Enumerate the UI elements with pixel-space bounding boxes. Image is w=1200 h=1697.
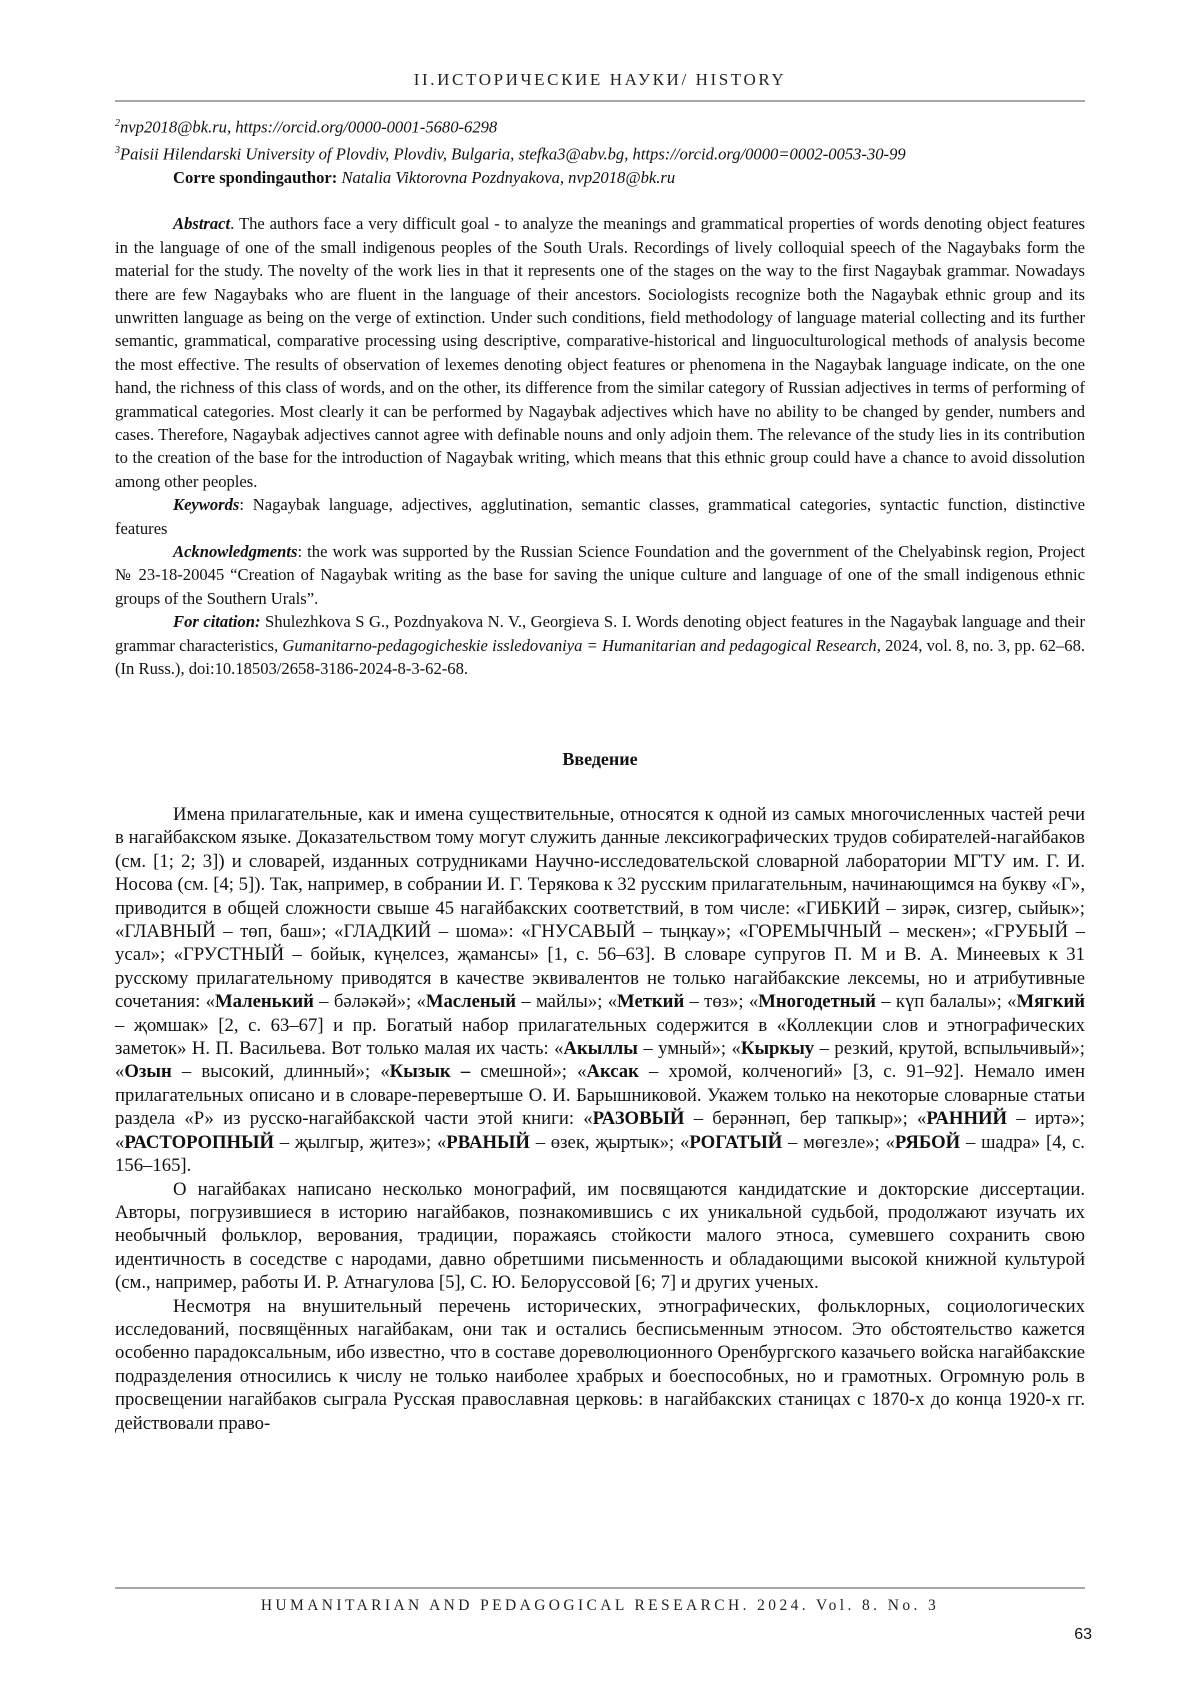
- body-text: [115, 803, 1085, 1435]
- acknowledgments-label: Acknowledgments: [173, 541, 298, 561]
- paragraph-1-text: смешной»; «: [470, 1061, 587, 1083]
- paragraph-2: О нагайбаках написано несколько монографий, им посвящаются кандидатские и докторские диссертации. Авторы, погрузившиеся в историю нагайбаков, познакомившись с их уникальной судьбой, продолжают изучать их необычный фольклор, верования, традиции, поражаясь стойкости малого этноса, сумевшего сохранить свою идентичность в соседстве с народами, давно обретшими письменность и обладающими высокой книжной культурой (см., например, работы И. Р. Атнагулова [5], С. Ю. Белоруссовой [6; 7] и других ученых.: [115, 1178, 1085, 1294]
- paragraph-1-text: – хромой, колченогий» [3, с. 91–92]. Немало имен прилагательных описано и в словаре-перевертыше О. И. Барышниковой. Укажем только на некоторые словарные статьи раздела «Р» из русско-нагайбакской части этой книги: «: [115, 1061, 1085, 1130]
- headword: Акыллы: [563, 1038, 638, 1060]
- header-rule: [115, 100, 1085, 102]
- keywords-label: Keywords: [173, 495, 240, 515]
- headword: Озын: [124, 1061, 172, 1083]
- acknowledgments-text: : the work was supported by the Russian Science Foundation and the government of the Chelyabinsk region, Project № 23-18-20045 “Creation of Nagaybak writing as the base for saving the unique culture and language of one of the small indigenous ethnic groups of the Southern Urals”.: [115, 541, 1085, 608]
- affiliation-2-text: nvp2018@bk.ru, https://orcid.org/0000-0001-5680-6298: [120, 117, 498, 137]
- running-header: II.ИСТОРИЧЕСКИЕ НАУКИ/ HISTORY: [413, 70, 787, 89]
- keywords: [115, 493, 1085, 540]
- paragraph-1-text: – җылгыр, җитез»; «: [273, 1131, 447, 1153]
- affiliation-2-mark: 2: [115, 118, 120, 129]
- headword: Маленький: [214, 991, 314, 1013]
- citation-label: For citation:: [173, 612, 261, 632]
- paragraph-1-text: – иртә»; «: [115, 1108, 1085, 1153]
- headword: РАЗОВЫЙ: [592, 1108, 685, 1130]
- paragraph-3: Несмотря на внушительный перечень исторических, этнографических, фольклорных, социологических исследований, посвящённых нагайбакам, они так и остались бесписьменным этносом. Это обстоятельство кажется особенно парадоксальным, ибо известно, что в составе дореволюционного Оренбургского казачьего войска нагайбакские подразделения относились к числу не только наиболее храбрых и боеспособных, но и грамотных. Огромную роль в просвещении нагайбаков сыграла Русская православная церковь: в нагайбакских станицах с 1870-х до конца 1920-х гг. действовали право-: [115, 1295, 1085, 1434]
- paragraph-1-text: – мөгезле»; «: [782, 1131, 895, 1153]
- paragraph-1-text: – берәннәп, бер тапкыр»; «: [684, 1108, 927, 1130]
- corresponding-author: [115, 166, 1085, 189]
- paragraph-1-text: – җомшак» [2, с. 63–67] и пр. Богатый набор прилагательных содержится в «Коллекции слов и этнографических заметок» Н. П. Васильева. Вот только малая их часть: «: [115, 1014, 1085, 1060]
- citation-text-2: , 2024, vol. 8, no. 3, pp. 62–68. (In Russ.), doi:10.18503/2658-3186-2024-8-3-62-68.: [115, 635, 1086, 678]
- paragraph-1-text: – өзек, җыртык»; «: [529, 1131, 690, 1153]
- abstract: [115, 212, 1085, 493]
- paragraph-1-text: – күп балалы»; «: [875, 991, 1017, 1013]
- headword: Кыркыу: [740, 1038, 815, 1060]
- headword: Аксак: [586, 1061, 639, 1083]
- paragraph-1-text: – майлы»; «: [516, 991, 618, 1013]
- abstract-block: [115, 212, 1085, 680]
- section-heading-wrap: [115, 748, 1085, 771]
- citation-journal: Gumanitarno-pedagogicheskie issledovaniya = Humanitarian and pedagogical Research: [282, 635, 877, 655]
- headword: Многодетный: [758, 991, 876, 1013]
- headword: Кызык –: [389, 1061, 471, 1083]
- running-footer: HUMANITARIAN AND PEDAGOGICAL RESEARCH. 2024. Vol. 8. No. 3: [260, 1597, 940, 1614]
- affiliation-3-text: Paisii Hilendarski University of Plovdiv, Plovdiv, Bulgaria, stefka3@abv.bg, https://orcid.org/0000=0002-0053-30-99: [120, 144, 906, 164]
- paragraph-1-text: – умный»; «: [637, 1038, 741, 1060]
- headword: РЯБОЙ: [894, 1131, 961, 1153]
- headword: Меткий: [617, 991, 685, 1013]
- affiliation-2: [115, 112, 1085, 139]
- headword: Мягкий: [1016, 991, 1085, 1013]
- affiliation-3-mark: 3: [115, 144, 120, 156]
- headword: РАСТОРОПНЫЙ: [124, 1131, 274, 1153]
- affiliation-3: [115, 139, 1085, 166]
- corresponding-author-label: Corre spondingauthor:: [173, 167, 338, 187]
- citation-text-1: Shulezhkova S G., Pozdnyakova N. V., Georgieva S. I. Words denoting object features in the Nagaybak language and their grammar characteristics,: [115, 612, 1085, 655]
- citation: [115, 610, 1085, 680]
- abstract-label: Abstract: [173, 214, 231, 234]
- headword: Масленый: [425, 991, 517, 1013]
- front-matter: [115, 112, 1085, 680]
- paragraph-1-text: – резкий, крутой, вспыльчивый»; «: [115, 1038, 1085, 1083]
- paragraph-1: [115, 803, 1085, 1178]
- keywords-text: : Nagaybak language, adjectives, agglutination, semantic classes, grammatical categories, syntactic function, distinctive features: [115, 495, 1085, 538]
- footer-rule: [115, 1587, 1085, 1589]
- section-title: Введение: [562, 749, 638, 769]
- paragraph-1-text: – высокий, длинный»; «: [171, 1061, 390, 1083]
- page-number: 63: [1074, 1626, 1092, 1643]
- headword: РАННИЙ: [926, 1108, 1008, 1130]
- abstract-text: . The authors face a very difficult goal - to analyze the meanings and grammatical properties of words denoting object features in the language of one of the small indigenous peoples of the South Urals. Recordings of lively colloquial speech of the Nagaybaks form the material for the study. The novelty of the work lies in that it represents one of the stages on the way to the first Nagaybak grammar. Nowadays there are few Nagaybaks who are fluent in the language of their ancestors. Sociologists recognize both the Nagaybak ethnic group and its unwritten language as being on the verge of extinction. Under such conditions, field methodology of language material collecting and its further semantic, grammatical, comparative processing using descriptive, comparative-historical and linguoculturological methods of analysis become the most effective. The results of observation of lexemes denoting object features or phenomena in the Nagaybak language indicate, on the one hand, the richness of this class of words, and on the other, its difference from the similar category of Russian adjectives in terms of performing of grammatical categories. Most clearly it can be performed by Nagaybak adjectives which have no ability to be changed by gender, numbers and cases. Therefore, Nagaybak adjectives cannot agree with definable nouns and only adjoin them. The relevance of the study lies in its contribution to the creation of the base for the introduction of Nagaybak writing, which means that this ethnic group could have a chance to avoid dissolution among other peoples.: [115, 214, 1085, 491]
- paragraph-1-text: – төз»; «: [684, 991, 759, 1013]
- paragraph-1-text: Имена прилагательные, как и имена существительные, относятся к одной из самых многочисленных частей речи в нагайбакском языке. Доказательством тому могут служить данные лексикографических трудов собирателей-нагайбаков (см. [1; 2; 3]) и словарей, изданных сотрудниками Научно-исследовательской словарной лаборатории МГТУ им. Г. И. Носова (см. [4; 5]). Так, например, в собрании И. Г. Терякова к 32 русским прилагательным, начинающимся на букву «Г», приводится в общей сложности свыше 45 нагайбакских соответствий, в том числе: «ГИБКИЙ – зирәк, сизгер, сыйык»; «ГЛАВНЫЙ – төп, баш»; «ГЛАДКИЙ – шома»: «ГНУСАВЫЙ – тыңкау»; «ГОРЕМЫЧНЫЙ – мескен»; «ГРУБЫЙ – усал»; «ГРУСТНЫЙ – бойык, күңелсез, җамансы» [1, с. 56–63]. В словаре супругов П. М и В. А. Минеевых к 31 русскому прилагательному приводятся в качестве эквивалентов не только нагайбакские лексемы, но и атрибутивные сочетания: «: [115, 804, 1085, 1013]
- paragraph-1-text: – бәләкәй»; «: [313, 991, 426, 1013]
- headword: РВАНЫЙ: [446, 1131, 530, 1153]
- acknowledgments: [115, 540, 1085, 610]
- paragraph-1-text: – шадра» [4, с. 156–165].: [115, 1131, 1085, 1177]
- headword: РОГАТЫЙ: [689, 1131, 783, 1153]
- corresponding-author-text: Natalia Viktorovna Pozdnyakova, nvp2018@bk.ru: [341, 167, 676, 187]
